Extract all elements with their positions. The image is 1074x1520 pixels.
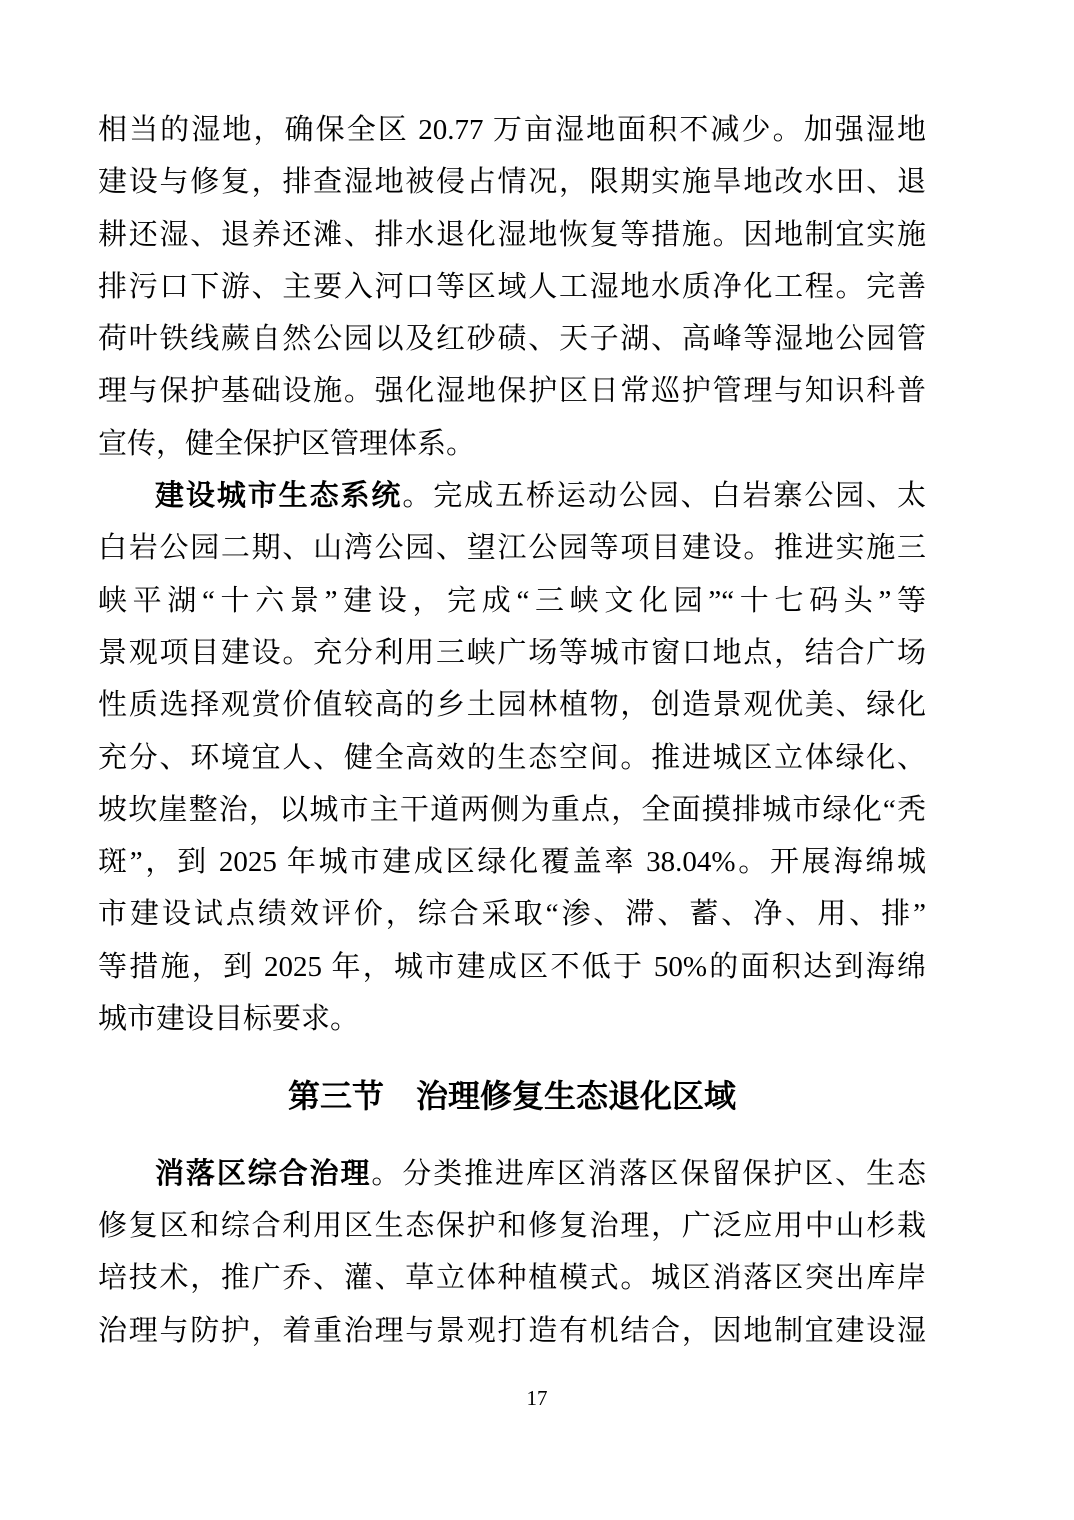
line-text: 坡坎崖整治，以城市主干道两侧为重点，全面摸排城市绿化“秃 — [98, 793, 926, 826]
body-line — [98, 679, 926, 731]
body-line — [98, 888, 926, 940]
body-line — [98, 104, 926, 156]
line-text: 荷叶铁线蕨自然公园以及红砂碛、天子湖、高峰等湿地公园管 — [98, 323, 926, 356]
line-text: 白岩公园二期、山湾公园、望江公园等项目建设。推进实施三 — [98, 532, 926, 565]
body-line — [98, 261, 926, 313]
line-text: 排污口下游、主要入河口等区域人工湿地水质净化工程。完善 — [98, 270, 926, 303]
body-line — [98, 784, 926, 836]
body-line — [98, 522, 926, 574]
line-text: 充分、环境宜人、健全高效的生态空间。推进城区立体绿化、 — [98, 741, 926, 774]
line-text: 理与保护基础设施。强化湿地保护区日常巡护管理与知识科普 — [98, 375, 926, 408]
body-line — [98, 836, 926, 888]
line-text: 治理与防护，着重治理与景观打造有机结合，因地制宜建设湿 — [98, 1314, 926, 1347]
document-body — [98, 104, 926, 1357]
body-line — [98, 627, 926, 679]
line-text: 建设与修复，排查湿地被侵占情况，限期实施旱地改水田、退 — [98, 166, 926, 199]
body-line — [98, 732, 926, 784]
body-line — [98, 1252, 926, 1304]
line-text: 等措施，到 2025 年，城市建成区不低于 50%的面积达到海绵 — [98, 950, 926, 983]
body-line — [98, 941, 926, 993]
line-text: 峡平湖“十六景”建设，完成“三峡文化园”“十七码头”等 — [98, 584, 926, 617]
line-text: 斑”，到 2025 年城市建成区绿化覆盖率 38.04%。开展海绵城 — [98, 846, 926, 879]
body-line — [98, 1200, 926, 1252]
line-text: 市建设试点绩效评价，综合采取“渗、滞、蓄、净、用、排” — [98, 898, 926, 931]
body-line — [98, 313, 926, 365]
line-text: 。完成五桥运动公园、白岩寨公园、太 — [402, 480, 926, 513]
line-text: 景观项目建设。充分利用三峡广场等城市窗口地点，结合广场 — [98, 636, 926, 669]
line-text: 宣传，健全保护区管理体系。 — [98, 427, 476, 460]
body-line — [98, 575, 926, 627]
line-text: 。分类推进库区消落区保留保护区、生态 — [371, 1157, 926, 1190]
body-line — [98, 1148, 926, 1200]
line-text: 耕还湿、退养还滩、排水退化湿地恢复等措施。因地制宜实施 — [98, 218, 926, 251]
body-line — [98, 209, 926, 261]
page-number: 17 — [526, 1386, 548, 1410]
bold-lead: 建设城市生态系统 — [155, 480, 403, 513]
line-text: 城市建设目标要求。 — [98, 1003, 360, 1036]
line-text: 修复区和综合利用区生态保护和修复治理，广泛应用中山杉栽 — [98, 1209, 926, 1242]
body-line — [98, 993, 926, 1045]
body-line — [98, 1305, 926, 1357]
line-text: 性质选择观赏价值较高的乡土园林植物，创造景观优美、绿化 — [98, 689, 926, 722]
line-text: 培技术，推广乔、灌、草立体种植模式。城区消落区突出库岸 — [98, 1262, 926, 1295]
bold-lead: 消落区综合治理 — [155, 1157, 372, 1190]
section-heading: 第三节 治理修复生态退化区域 — [287, 1078, 736, 1115]
body-line — [98, 156, 926, 208]
body-line — [98, 470, 926, 522]
body-line — [98, 418, 926, 470]
line-text: 相当的湿地，确保全区 20.77 万亩湿地面积不减少。加强湿地 — [98, 114, 926, 146]
body-line — [98, 365, 926, 417]
